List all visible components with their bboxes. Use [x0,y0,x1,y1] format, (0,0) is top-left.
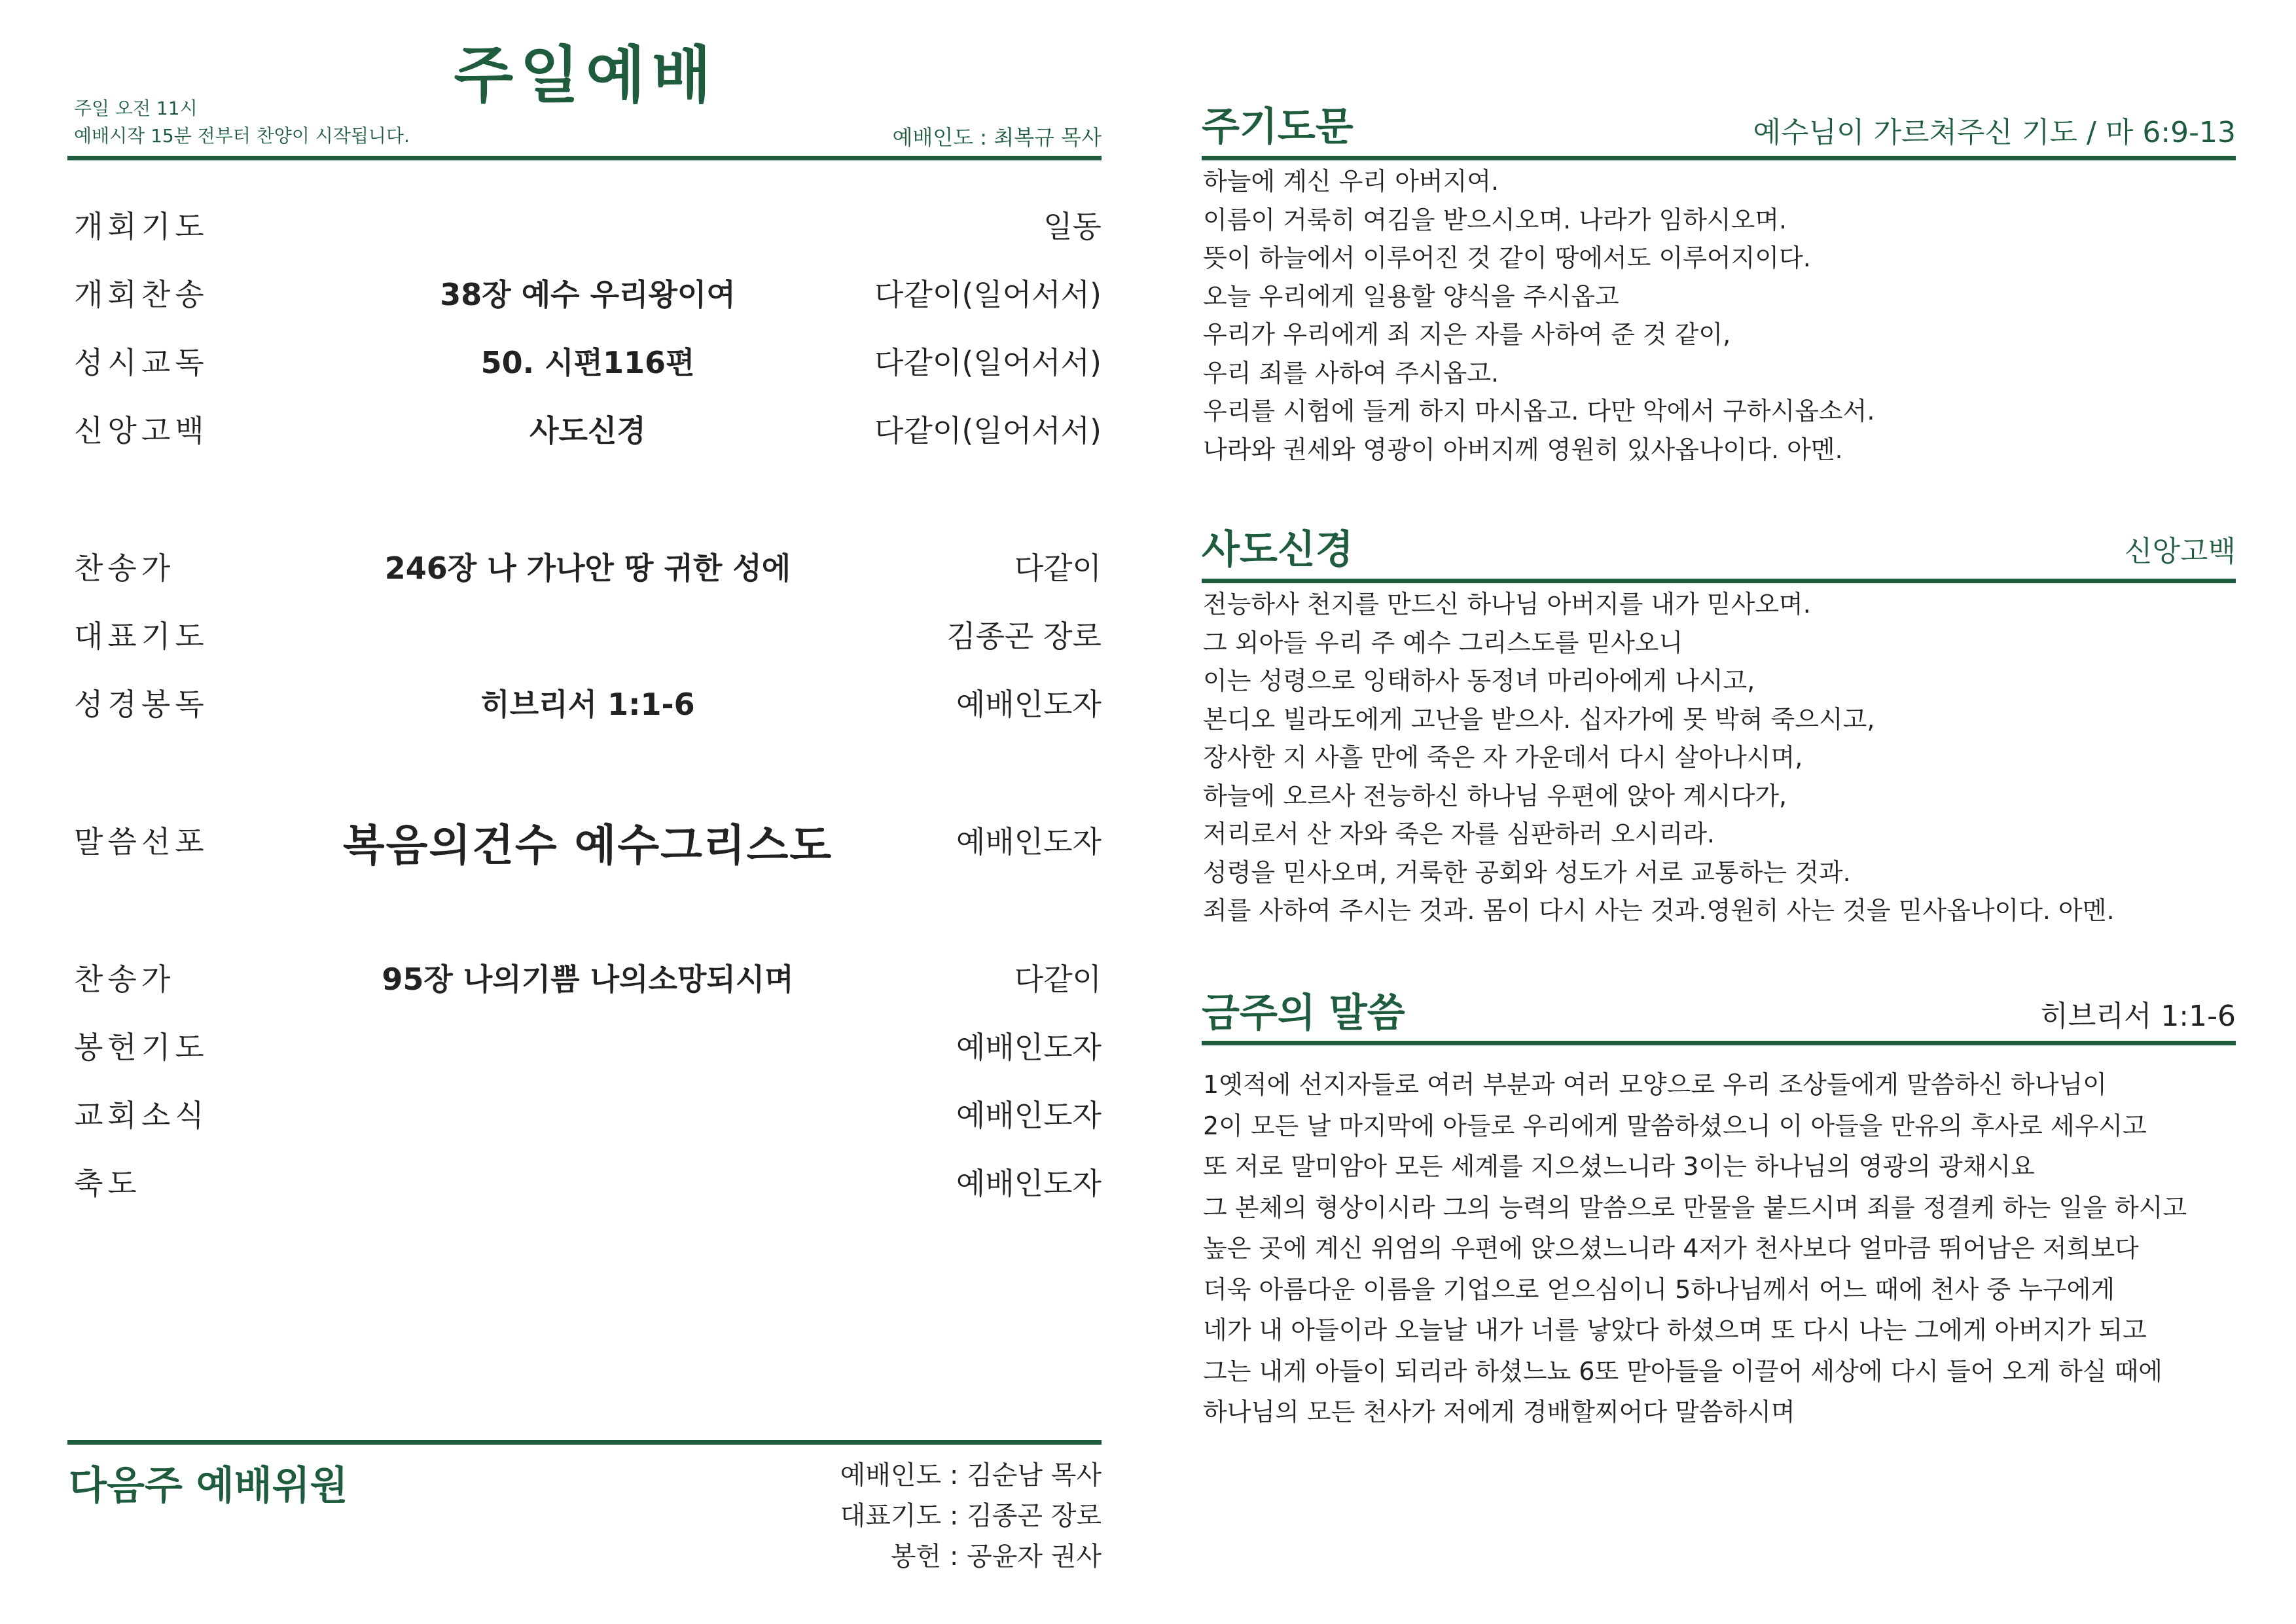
text-line: 뜻이 하늘에서 이루어진 것 같이 땅에서도 이루어지이다. [1203,244,1811,272]
order-item-name: 교회소식 [74,1098,209,1133]
order-item-name: 성시교독 [74,345,209,380]
order-item-name: 신앙고백 [74,413,209,448]
order-item-person: 다같이(일어서서) [874,413,1102,448]
order-item-name: 대표기도 [74,619,209,654]
order-row [74,1153,1102,1206]
order-row [74,401,1102,453]
order-item-person: 다같이 [1014,550,1102,586]
order-item-name: 축도 [74,1166,141,1201]
page-title: 주일예배 [454,40,718,111]
section-title: 금주의 말씀 [1202,990,1405,1036]
text-line: 죄를 사하여 주시는 것과. 몸이 다시 사는 것과.영원히 사는 것을 믿사옵나이다. 아멘. [1203,896,2115,925]
order-item-person: 다같이(일어서서) [874,277,1102,312]
order-item-detail: 50. 시편116편 [480,345,695,380]
scripture-text [1203,1064,2237,1433]
section-divider [1202,156,2236,160]
text-line: 나라와 권세와 영광이 아버지께 영원히 있사옵나이다. 아멘. [1203,435,1843,464]
section-divider [1202,1041,2236,1045]
next-week-item: 대표기도 : 김종곤 장로 [840,1501,1102,1531]
order-item-name: 말씀선포 [74,824,209,859]
text-line: 우리가 우리에게 죄 지은 자를 사하여 준 것 같이, [1203,320,1731,349]
order-item-person: 다같이(일어서서) [874,345,1102,380]
order-row [74,674,1102,727]
order-item-name: 성경봉독 [74,687,209,722]
order-item-person: 예배인도자 [956,1166,1102,1201]
order-item-person: 예배인도자 [956,1098,1102,1133]
prayer-text [1203,162,2237,469]
order-item-person: 일동 [1043,209,1102,244]
text-line: 하나님의 모든 천사가 저에게 경배할찌어다 말씀하시며 [1203,1398,1795,1426]
order-item-person: 김종곤 장로 [946,619,1102,654]
order-item-name: 찬송가 [74,550,175,586]
text-line: 이름이 거룩히 여김을 받으시오며. 나라가 임하시오며. [1203,205,1787,234]
order-row [74,1017,1102,1070]
text-line: 네가 내 아들이라 오늘날 내가 너를 낳았다 하셨으며 또 다시 나는 그에게 아버지가 되고 [1203,1316,2147,1344]
section-title: 사도신경 [1202,527,1354,573]
order-item-detail: 38장 예수 우리왕이여 [440,277,736,312]
order-item-name: 개회찬송 [74,277,209,312]
section-title: 주기도문 [1202,104,1354,150]
order-row [74,1085,1102,1138]
text-line: 하늘에 계신 우리 아버지여. [1203,167,1499,196]
order-row [74,264,1102,317]
section-reference: 신앙고백 [2124,535,2236,568]
text-line: 우리 죄를 사하여 주시옵고. [1203,358,1499,388]
order-item-detail: 246장 나 가나안 땅 귀한 성에 [384,550,791,586]
text-line: 전능하사 천지를 만드신 하나님 아버지를 내가 믿사오며. [1203,590,1811,619]
order-item-detail: 히브리서 1:1-6 [480,687,695,722]
order-item-name: 개회기도 [74,209,209,244]
order-row [74,812,1102,871]
text-line: 오늘 우리에게 일용할 양식을 주시옵고 [1203,281,1619,311]
next-week-title: 다음주 예배위원 [69,1463,348,1509]
header-divider [67,156,1102,160]
order-row [74,949,1102,1001]
order-row [74,538,1102,590]
service-time: 주일 오전 11시 [74,98,198,119]
order-item-name: 봉헌기도 [74,1030,209,1065]
creed-text [1203,585,2237,930]
order-item-person: 예배인도자 [956,1030,1102,1065]
next-week-item: 봉헌 : 공윤자 권사 [890,1542,1102,1572]
order-item-name: 찬송가 [74,962,175,997]
service-leader: 예배인도 : 최복규 목사 [892,125,1102,150]
order-item-detail: 사도신경 [529,413,646,448]
sermon-title: 복음의건수 예수그리스도 [342,820,833,871]
order-item-person: 예배인도자 [956,824,1102,859]
order-row [74,196,1102,249]
text-line: 본디오 빌라도에게 고난을 받으사. 십자가에 못 박혀 죽으시고, [1203,704,1875,734]
section-divider [1202,579,2236,583]
text-line: 그는 내게 아들이 되리라 하셨느뇨 6또 맏아들을 이끌어 세상에 다시 들어 오게 하실 때에 [1203,1356,2162,1386]
section-reference: 예수님이 가르쳐주신 기도 / 마 6:9-13 [1753,116,2236,149]
text-line: 또 저로 말미암아 모든 세계를 지으셨느니라 3이는 하나님의 영광의 광채시요 [1203,1152,2035,1181]
text-line: 성령을 믿사오며, 거룩한 공회와 성도가 서로 교통하는 것과. [1203,857,1851,887]
text-line: 이는 성령으로 잉태하사 동정녀 마리아에게 나시고, [1203,666,1755,695]
text-line: 장사한 지 사흘 만에 죽은 자 가운데서 다시 살아나시며, [1203,743,1803,772]
order-row [74,333,1102,385]
order-item-detail: 95장 나의기쁨 나의소망되시며 [382,962,794,997]
order-item-person: 예배인도자 [956,687,1102,722]
text-line: 2이 모든 날 마지막에 아들로 우리에게 말씀하셨으니 이 아들을 만유의 후사로 세우시고 [1203,1111,2147,1140]
text-line: 하늘에 오르사 전능하신 하나님 우편에 앉아 계시다가, [1203,781,1787,810]
next-week-item: 예배인도 : 김순남 목사 [840,1460,1102,1490]
text-line: 우리를 시험에 들게 하지 마시옵고. 다만 악에서 구하시옵소서. [1203,397,1875,425]
text-line: 1옛적에 선지자들로 여러 부분과 여러 모양으로 우리 조상들에게 말씀하신 하나님이 [1203,1070,2107,1099]
service-note: 예배시작 15분 전부터 찬양이 시작됩니다. [74,125,410,147]
next-week-divider [67,1440,1102,1445]
text-line: 저리로서 산 자와 죽은 자를 심판하러 오시리라. [1203,820,1715,848]
text-line: 더욱 아름다운 이름을 기업으로 얻으심이니 5하나님께서 어느 때에 천사 중 누구에게 [1203,1274,2115,1304]
order-item-person: 다같이 [1014,962,1102,997]
text-line: 그 외아들 우리 주 예수 그리스도를 믿사오니 [1203,628,1683,657]
order-row [74,606,1102,659]
text-line: 높은 곳에 계신 위엄의 우편에 앉으셨느니라 4저가 천사보다 얼마큼 뛰어남은 저희보다 [1203,1234,2139,1263]
section-reference: 히브리서 1:1-6 [2040,1000,2236,1033]
text-line: 그 본체의 형상이시라 그의 능력의 말씀으로 만물을 붙드시며 죄를 정결케 하는 일을 하시고 [1203,1193,2187,1222]
